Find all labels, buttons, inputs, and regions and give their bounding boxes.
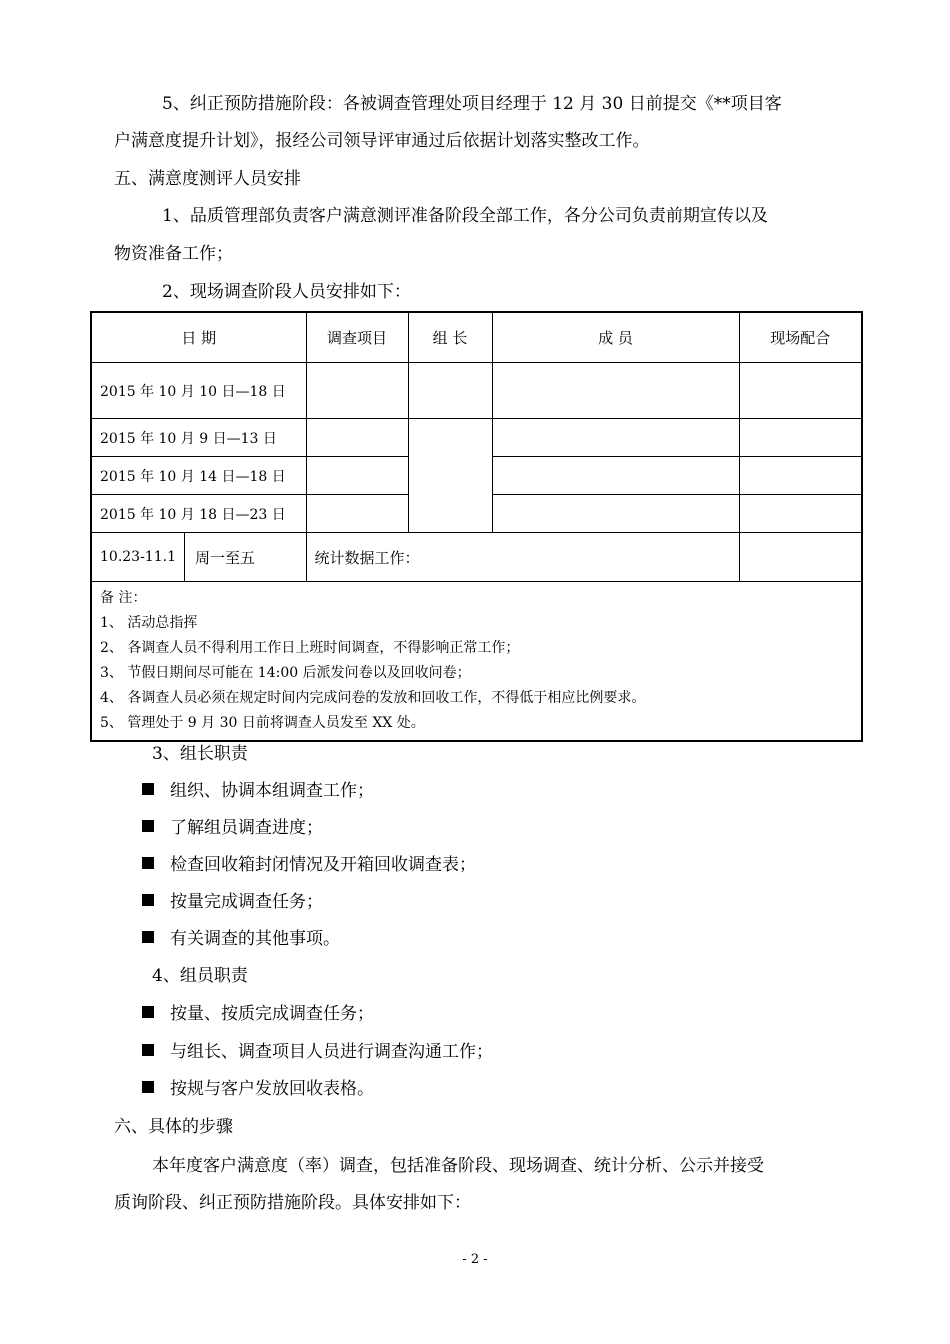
note-item: 1、 活动总指挥	[100, 615, 198, 631]
list-item: 按量完成调查任务；	[142, 892, 323, 912]
row-onsite-cell	[739, 457, 862, 495]
para6-line2: 质询阶段、纠正预防措施阶段。具体安排如下：	[114, 1193, 471, 1213]
header-project: 调查项目	[306, 312, 408, 363]
table-header-row	[91, 312, 862, 363]
stat-task: 统计数据工作：	[306, 533, 739, 582]
header-date: 日 期	[91, 312, 306, 363]
stat-date: 10.23-11.1	[92, 533, 185, 581]
list-item: 了解组员调查进度；	[142, 818, 323, 838]
page-number: - 2 -	[462, 1252, 488, 1267]
bullet-square-icon	[142, 1081, 154, 1093]
notes-row	[91, 582, 862, 742]
header-leader: 组 长	[408, 312, 492, 363]
stat-row	[91, 533, 862, 582]
bullet-square-icon	[142, 931, 154, 943]
note-item: 5、 管理处于 9 月 30 日前将调查人员发至 XX 处。	[100, 715, 425, 731]
list-item: 按量、按质完成调查任务；	[142, 1004, 374, 1024]
list-item: 有关调查的其他事项。	[142, 929, 340, 949]
bullet-square-icon	[142, 820, 154, 832]
bullet-square-icon	[142, 1044, 154, 1056]
row-leader-cell	[408, 363, 492, 419]
row-onsite-cell	[739, 363, 862, 419]
row-date: 2015 年 10 月 18 日—23 日	[91, 495, 306, 533]
stat-days: 周一至五	[195, 548, 256, 567]
row-project-cell	[306, 363, 408, 419]
notes-title: 备 注：	[100, 590, 147, 606]
stat-onsite-cell	[739, 533, 862, 582]
para5-line2: 户满意度提升计划》，报经公司领导评审通过后依据计划落实整改工作。	[114, 131, 650, 151]
bullet-square-icon	[142, 894, 154, 906]
row-members-cell	[492, 363, 739, 419]
section5-heading: 五、满意度测评人员安排	[114, 169, 301, 189]
list-item: 组织、协调本组调查工作；	[142, 781, 374, 801]
item1-line2: 物资准备工作；	[114, 244, 233, 264]
row-onsite-cell	[739, 419, 862, 457]
bullet-square-icon	[142, 1006, 154, 1018]
table-row	[91, 363, 862, 419]
stat-date-cell	[91, 533, 306, 582]
row-members-cell	[492, 495, 739, 533]
table-row	[91, 419, 862, 457]
schedule-table	[90, 311, 863, 742]
para6-line1: 本年度客户满意度（率）调查，包括准备阶段、现场调查、统计分析、公示并接受	[152, 1156, 764, 1176]
member-duties-heading: 4、组员职责	[152, 966, 248, 986]
leader-duties-heading: 3、组长职责	[152, 744, 248, 764]
note-item: 2、 各调查人员不得利用工作日上班时间调查，不得影响正常工作；	[100, 640, 520, 656]
row-project-cell	[306, 457, 408, 495]
header-onsite: 现场配合	[739, 312, 862, 363]
note-item: 4、 各调查人员必须在规定时间内完成问卷的发放和回收工作，不得低于相应比例要求。	[100, 690, 646, 706]
row-members-cell	[492, 457, 739, 495]
item1-line1: 1、品质管理部负责客户满意测评准备阶段全部工作，各分公司负责前期宣传以及	[162, 206, 768, 226]
header-members: 成 员	[492, 312, 739, 363]
note-item: 3、 节假日期间尽可能在 14:00 后派发问卷以及回收问卷；	[100, 665, 471, 681]
row-project-cell	[306, 419, 408, 457]
row-date: 2015 年 10 月 9 日—13 日	[91, 419, 306, 457]
bullet-square-icon	[142, 857, 154, 869]
section6-heading: 六、具体的步骤	[114, 1117, 233, 1137]
row-project-cell	[306, 495, 408, 533]
row-date: 2015 年 10 月 10 日—18 日	[91, 363, 306, 419]
list-item: 检查回收箱封闭情况及开箱回收调查表；	[142, 855, 476, 875]
row-leader-merged-cell	[408, 419, 492, 533]
list-item: 与组长、调查项目人员进行调查沟通工作；	[142, 1042, 493, 1062]
bullet-square-icon	[142, 783, 154, 795]
item2: 2、现场调查阶段人员安排如下：	[162, 282, 411, 302]
notes-cell	[91, 582, 862, 742]
row-date: 2015 年 10 月 14 日—18 日	[91, 457, 306, 495]
list-item: 按规与客户发放回收表格。	[142, 1079, 374, 1099]
row-members-cell	[492, 419, 739, 457]
row-onsite-cell	[739, 495, 862, 533]
para5-line1: 5、纠正预防措施阶段：各被调查管理处项目经理于 12 月 30 日前提交《**项目客	[162, 94, 782, 114]
